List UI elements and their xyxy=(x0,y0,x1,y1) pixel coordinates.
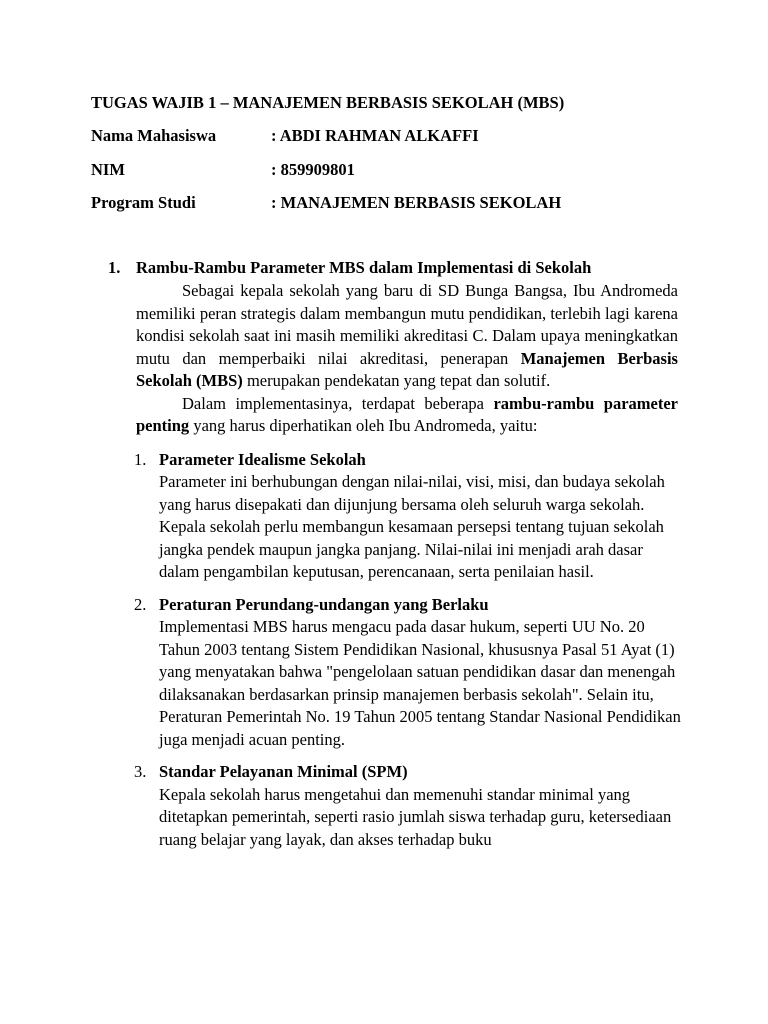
list-item-number: 2. xyxy=(134,594,147,614)
section-number: 1. xyxy=(108,258,121,277)
paragraph-intro-bold: Manajemen Berbasis Sekolah (MBS) xyxy=(136,348,678,390)
info-label-program: Program Studi xyxy=(91,193,196,212)
paragraph-intro-text-before: Sebagai kepala sekolah yang baru di SD Bunga Bangsa, Ibu Andromeda memiliki peran strategis dalam membangun mutu pendidikan, terlebih lagi karena kondisi sekolah saat ini masih memiliki akreditasi C. Dalam upaya meningkatkan mutu dan memperbaiki nilai akreditasi, penerapan xyxy=(136,281,678,368)
info-value-nim: : 859909801 xyxy=(271,160,355,179)
info-label-nim: NIM xyxy=(91,160,125,179)
list-item-text: Implementasi MBS harus mengacu pada dasar hukum, seperti UU No. 20 Tahun 2003 tentang Sistem Pendidikan Nasional, khususnya Pasal 51 Ayat (1) yang menyatakan bahwa "pengelolaan satuan pendidikan dasar dan menengah dilaksanakan berdasarkan prinsip manajemen berbasis sekolah". Selain itu, Peraturan Pemerintah No. 19 Tahun 2005 tentang Standar Nasional Pendidikan juga menjadi acuan penting. xyxy=(159,617,681,749)
list-item-title: Peraturan Perundang-undangan yang Berlaku xyxy=(159,594,489,614)
list-item xyxy=(108,761,678,851)
list-item-text: Parameter ini berhubungan dengan nilai-nilai, visi, misi, dan budaya sekolah yang harus disepakati dan dijunjung bersama oleh seluruh warga sekolah. Kepala sekolah perlu membangun kesamaan persepsi tentang tujuan sekolah jangka pendek maupun jangka panjang. Nilai-nilai ini menjadi arah dasar dalam pengambilan keputusan, perencanaan, serta penilaian hasil. xyxy=(159,472,665,581)
list-item xyxy=(108,594,681,752)
parameter-list xyxy=(108,449,681,852)
paragraph-impl-bold: rambu-rambu parameter penting xyxy=(136,393,679,435)
info-label-name: Nama Mahasiswa xyxy=(91,126,217,145)
paragraph-intro-text-after: merupakan pendekatan yang tepat dan solutif. xyxy=(242,371,551,390)
paragraph-intro xyxy=(136,280,678,393)
info-value-name: : ABDI RAHMAN ALKAFFI xyxy=(271,126,479,145)
list-item-title: Parameter Idealisme Sekolah xyxy=(159,449,366,469)
section-title: Rambu-Rambu Parameter MBS dalam Implementasi di Sekolah xyxy=(136,258,592,277)
list-item-text: Kepala sekolah harus mengetahui dan memenuhi standar minimal yang ditetapkan pemerintah, seperti rasio jumlah siswa terhadap guru, ketersediaan ruang belajar yang layak, dan akses terhadap buku xyxy=(159,784,672,849)
section-heading xyxy=(108,256,678,280)
list-item-number: 1. xyxy=(134,449,147,469)
document-title: TUGAS WAJIB 1 – MANAJEMEN BERBASIS SEKOLAH (MBS) xyxy=(91,93,565,112)
paragraph-implementation xyxy=(136,393,678,438)
info-value-program: : MANAJEMEN BERBASIS SEKOLAH xyxy=(271,193,562,212)
paragraph-impl-text-after: yang harus diperhatikan oleh Ibu Andromeda, yaitu: xyxy=(189,416,538,435)
list-item xyxy=(108,449,678,584)
section-1 xyxy=(108,256,681,861)
list-item-number: 3. xyxy=(134,762,147,781)
paragraph-impl-text-before: Dalam implementasinya, terdapat beberapa xyxy=(182,393,494,413)
list-item-title: Standar Pelayanan Minimal (SPM) xyxy=(159,762,408,781)
